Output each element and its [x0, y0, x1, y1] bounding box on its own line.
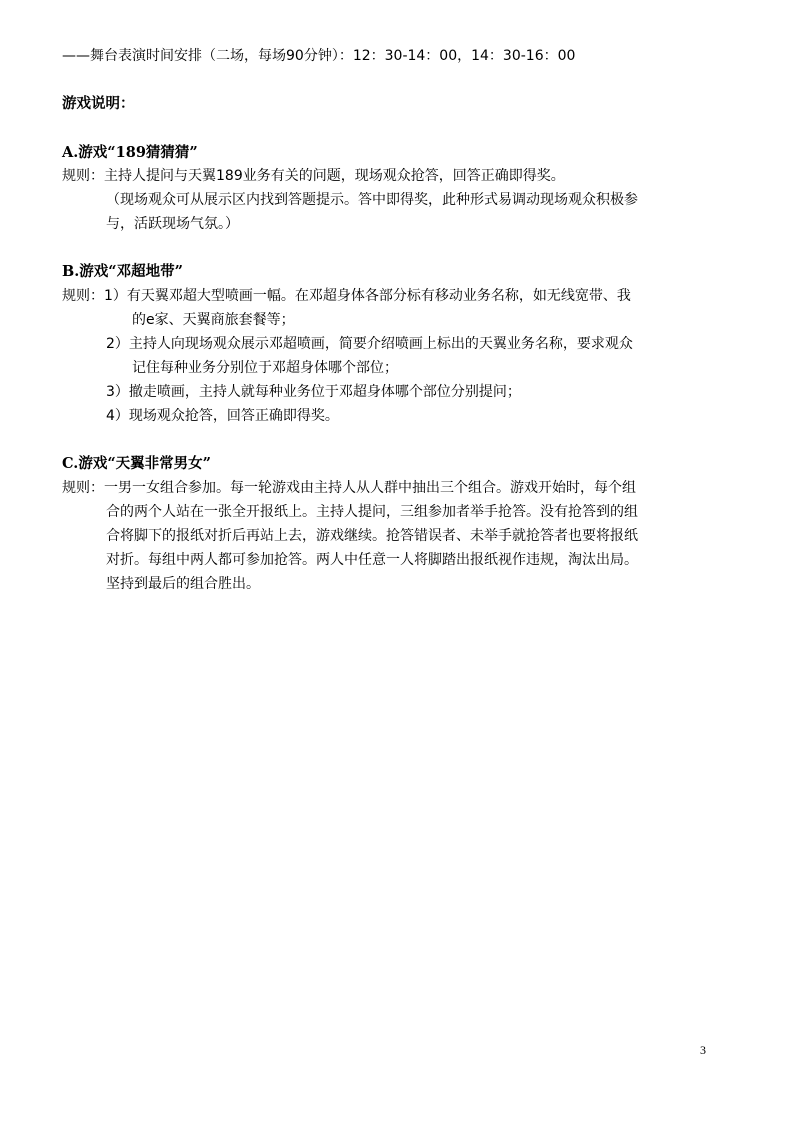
game-c-rule-line: 合的两个人站在一张全开报纸上。主持人提问，三组参加者举手抢答。没有抢答到的组	[106, 504, 638, 520]
game-a-note-line: （现场观众可从展示区内找到答题提示。答中即得奖，此种形式易调动现场观众积极参	[106, 192, 638, 208]
game-c-rule-line: 规则：一男一女组合参加。每一轮游戏由主持人从人群中抽出三个组合。游戏开始时，每个组	[62, 480, 636, 496]
schedule-line: ——舞台表演时间安排（二场，每场90分钟）：12：30-14：00，14：30-16：00	[62, 48, 576, 64]
game-c-title: C.游戏“天翼非常男女”	[62, 455, 212, 472]
game-b-rule-line: 2）主持人向现场观众展示邓超喷画，简要介绍喷画上标出的天翼业务名称，要求观众	[106, 336, 633, 352]
game-c-rule-line: 合将脚下的报纸对折后再站上去，游戏继续。抢答错误者、未举手就抢答者也要将报纸	[106, 528, 638, 544]
game-c-rule-line: 对折。每组中两人都可参加抢答。两人中任意一人将脚踏出报纸视作违规，淘汰出局。	[106, 552, 638, 568]
game-b-rule-line: 记住每种业务分别位于邓超身体哪个部位；	[132, 360, 398, 376]
game-a-rule-line: 规则：主持人提问与天翼189业务有关的问题，现场观众抢答，回答正确即得奖。	[62, 168, 565, 184]
game-a-title: A.游戏“189猜猜猜”	[62, 144, 198, 161]
section-heading: 游戏说明：	[62, 95, 135, 112]
game-a-note-line: 与，活跃现场气氛。）	[106, 216, 239, 232]
game-b-rule-line: 3）撤走喷画，主持人就每种业务位于邓超身体哪个部位分别提问；	[106, 384, 521, 400]
game-c-rule-line: 坚持到最后的组合胜出。	[106, 576, 260, 592]
game-b-rule-line: 的e家、天翼商旅套餐等；	[132, 312, 295, 328]
game-b-rule-line: 4）现场观众抢答，回答正确即得奖。	[106, 408, 339, 424]
game-b-rule-line: 规则：1）有天翼邓超大型喷画一幅。在邓超身体各部分标有移动业务名称，如无线宽带、我	[62, 288, 631, 304]
game-b-title: B.游戏“邓超地带”	[62, 263, 183, 280]
page-number: 3	[700, 1043, 706, 1057]
